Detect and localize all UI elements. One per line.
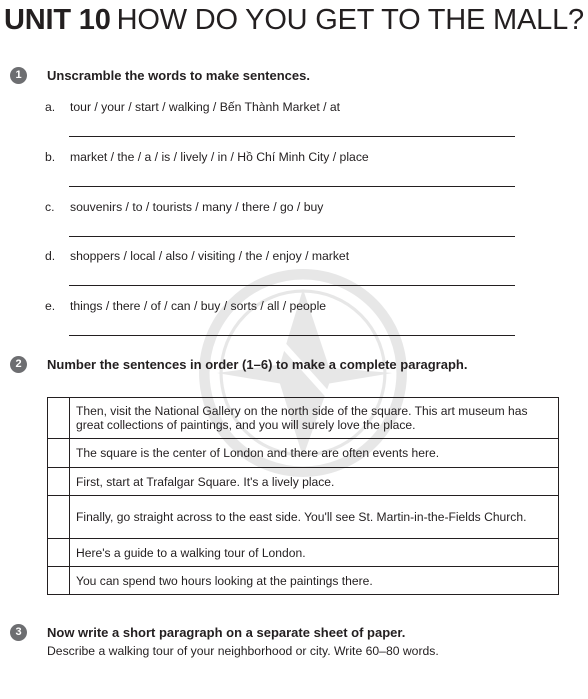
answer-line-e[interactable] (69, 335, 515, 336)
item-words: souvenirs / to / tourists / many / there / go / buy (70, 200, 324, 214)
item-words: things / there / of / can / buy / sorts / all / people (70, 299, 327, 313)
table-row (48, 496, 559, 539)
table-row (48, 439, 559, 468)
item-letter: b. (45, 150, 56, 164)
answer-line-d[interactable] (69, 285, 515, 286)
table-row (48, 567, 559, 595)
ordering-table (47, 397, 559, 595)
order-number-box[interactable] (48, 567, 70, 595)
order-number-box[interactable] (48, 439, 70, 468)
unit-title: HOW DO YOU GET TO THE MALL? (116, 4, 584, 36)
item-words: market / the / a / is / lively / in / Hồ Chí Minh City / place (70, 150, 369, 164)
table-row (48, 539, 559, 567)
item-letter: a. (45, 100, 56, 114)
answer-line-b[interactable] (69, 186, 515, 187)
exercise-2-number-badge: 2 (10, 356, 27, 373)
unscramble-item-c (45, 200, 323, 214)
order-number-box[interactable] (48, 398, 70, 439)
exercise-1-number-badge: 1 (10, 67, 27, 84)
sentence-text: You can spend two hours looking at the paintings there. (70, 567, 559, 595)
item-words: tour / your / start / walking / Bến Thành Market / at (70, 100, 341, 114)
page-title (0, 4, 588, 44)
exercise-3-instruction: Now write a short paragraph on a separate sheet of paper. (47, 625, 406, 640)
exercise-2-instruction: Number the sentences in order (1–6) to make a complete paragraph. (47, 357, 468, 372)
item-letter: d. (45, 249, 56, 263)
order-number-box[interactable] (48, 468, 70, 496)
table-row (48, 468, 559, 496)
item-words: shoppers / local / also / visiting / the / enjoy / market (70, 249, 350, 263)
sentence-text: Finally, go straight across to the east side. You'll see St. Martin-in-the-Fields Church. (70, 496, 559, 539)
unscramble-item-a (45, 100, 340, 114)
unit-number: UNIT 10 (4, 4, 111, 36)
sentence-text: The square is the center of London and there are often events here. (70, 439, 559, 468)
sentence-text: First, start at Trafalgar Square. It's a lively place. (70, 468, 559, 496)
sentence-text: Then, visit the National Gallery on the north side of the square. This art museum has great collections of paintings, and you will surely love the place. (70, 398, 559, 439)
order-number-box[interactable] (48, 539, 70, 567)
answer-line-c[interactable] (69, 236, 515, 237)
exercise-1-instruction: Unscramble the words to make sentences. (47, 68, 310, 83)
item-letter: e. (45, 299, 56, 313)
unscramble-item-d (45, 249, 349, 263)
item-letter: c. (45, 200, 55, 214)
table-row (48, 398, 559, 439)
unscramble-item-e (45, 299, 326, 313)
answer-line-a[interactable] (69, 136, 515, 137)
unscramble-item-b (45, 150, 369, 164)
exercise-3-description: Describe a walking tour of your neighborhood or city. Write 60–80 words. (47, 644, 439, 658)
order-number-box[interactable] (48, 496, 70, 539)
sentence-text: Here's a guide to a walking tour of London. (70, 539, 559, 567)
exercise-3-number-badge: 3 (10, 624, 27, 641)
